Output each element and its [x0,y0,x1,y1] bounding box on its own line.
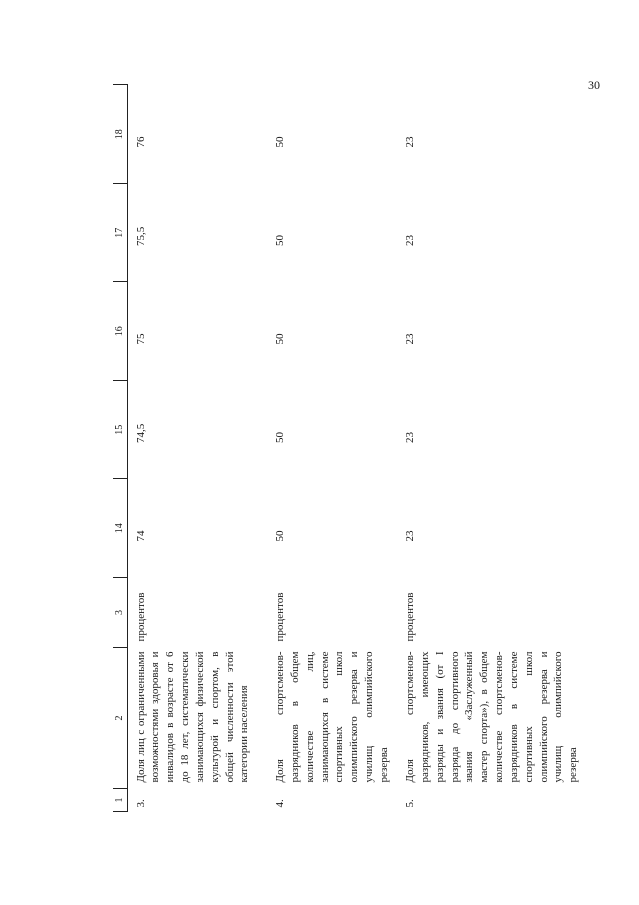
row-value: 23 [404,235,416,246]
row-description: Доля спортсменов-разрядников, имеющих разряды и звания (от I разряда до спортивного звания «Заслуженный мастер спорта»), в общем количестве спортсменов-разрядников в системе спортивных школ олимпийского резерва и училищ олимпийского резерва [404,651,580,783]
row-unit: процентов [274,592,286,642]
row-value: 23 [404,136,416,148]
row-value: 50 [274,136,286,148]
table-row [397,85,585,812]
row-index: 3. [134,799,147,808]
page-number: 30 [588,78,600,92]
table-header-row [113,85,127,812]
row-value: 50 [274,235,286,246]
row-value: 50 [274,432,286,443]
rotated-table-wrapper [113,87,580,812]
row-value: 74 [134,530,147,542]
column-header: 15 [113,381,127,480]
row-value: 23 [404,432,416,443]
column-header: 17 [113,184,127,283]
indicators-table [113,85,585,813]
row-description: Доля лиц с ограниченными возможностями здоровья и инвалидов в возрасте от 6 до 18 лет, систематически занимающихся физической культурой и спортом, в общей численности этой категории населения [134,651,251,783]
row-unit: процентов [404,592,416,642]
row-value: 75,5 [134,226,147,246]
column-header: 14 [113,479,127,578]
column-header: 18 [113,85,127,184]
row-value: 50 [274,530,286,542]
table-row [267,85,397,812]
row-value: 75 [134,333,147,345]
row-unit: процентов [134,592,147,642]
row-value: 23 [404,333,416,345]
column-header: 3 [113,578,127,648]
column-header: 1 [113,789,127,812]
row-value: 50 [274,333,286,345]
row-index: 5. [404,799,416,808]
row-value: 23 [404,530,416,542]
row-value: 76 [134,136,147,148]
table-row [127,85,267,812]
row-description: Доля спортсменов-разрядников в общем количестве лиц, занимающихся в системе спортивных школ олимпийского резерва и училищ олимпийского резерва [274,651,390,783]
row-value: 74,5 [134,423,147,443]
row-index: 4. [274,799,286,808]
column-header: 2 [113,648,127,789]
column-header: 16 [113,282,127,381]
